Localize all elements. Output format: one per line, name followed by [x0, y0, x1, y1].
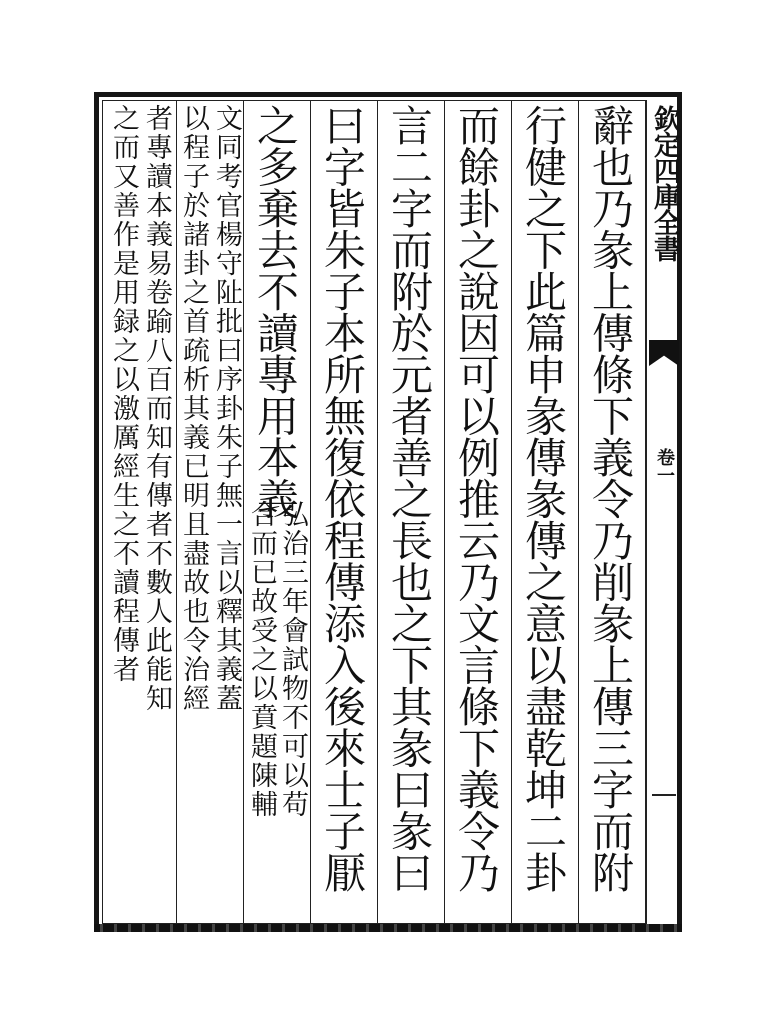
column-rule: [444, 100, 445, 924]
note-column: 者專讀本義易卷踰八百而知有傳者不數人此能知: [141, 104, 172, 713]
bottom-border: [94, 924, 682, 932]
column-rule: [243, 100, 244, 924]
note-column: 文同考官楊守阯批曰序卦朱子無一言以釋其義蓋: [211, 104, 242, 713]
text-column: 辭也乃彖上傳條下義令乃削彖上傳三字而附: [586, 104, 635, 893]
column-rule: [310, 100, 311, 924]
note-column: 之而又善作是用録之以激厲經生之不讀程傳者: [108, 104, 139, 684]
note-column: 以程子於諸卦之首疏析其義已明且盡故也令治經: [178, 104, 209, 713]
margin-dash: [652, 794, 676, 796]
text-column: 之多棄去不讀專用本義: [251, 104, 300, 519]
column-rule: [511, 100, 512, 924]
text-column: 言二字而附於元者善之長也之下其彖曰彖曰: [385, 104, 434, 893]
text-column: 曰字皆朱子本所無復依程傳添入後來士子厭: [318, 104, 367, 893]
column-rule: [377, 100, 378, 924]
text-column: 而餘卦之說因可以例推云乃文言條下義令乃: [452, 104, 501, 893]
note-fragment: 弘治三年會試物不可以苟: [277, 500, 308, 819]
column-rule: [578, 100, 579, 924]
collection-title: 欽定四庫全書: [649, 105, 680, 261]
note-fragment: 合而已故受之以賁題陳輔: [246, 500, 277, 819]
volume-label: 卷一: [654, 448, 675, 484]
text-column: 行健之下此篇申彖傳彖傳之意以盡乾坤二卦: [519, 104, 568, 893]
